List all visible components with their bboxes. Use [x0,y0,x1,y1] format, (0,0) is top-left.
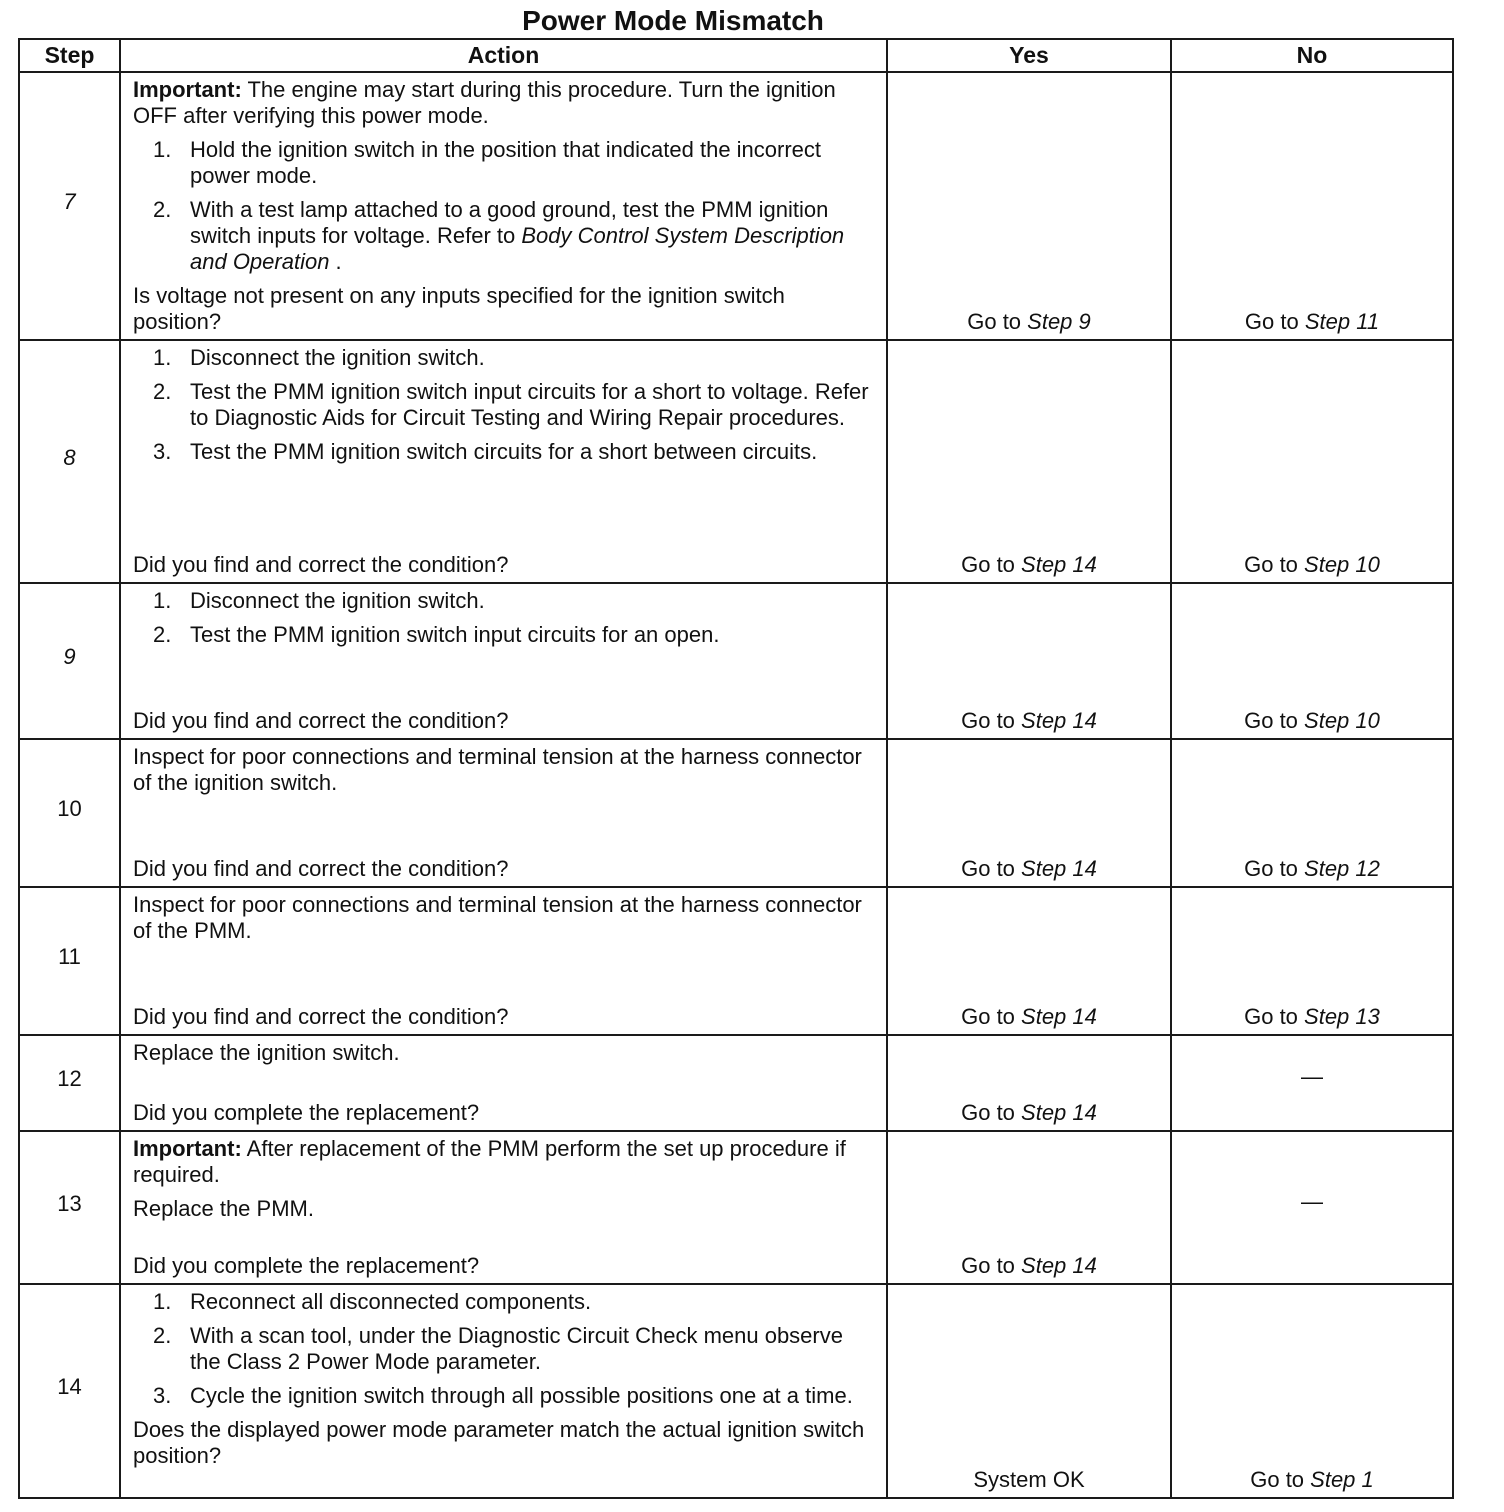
important-note: Important: The engine may start during this procedure. Turn the ignition OFF after verifying this power mode. [133,77,836,128]
action-cell [120,887,887,1035]
yes-cell: Go to Step 14 [887,1131,1171,1284]
yes-cell: Go to Step 14 [887,887,1171,1035]
yes-cell: Go to Step 14 [887,1035,1171,1131]
question: Does the displayed power mode parameter match the actual ignition switch position? [133,1417,865,1468]
no-cell: Go to Step 11 [1171,72,1453,340]
no-cell: Go to Step 10 [1171,340,1453,583]
list-item: 2. With a test lamp attached to a good ground, test the PMM ignition switch inputs for voltage. Refer to Body Control System Description and Operation . [153,197,845,274]
table-row [19,887,1453,1035]
step-number: 7 [19,72,120,340]
question: Did you find and correct the condition? [133,1004,509,1029]
action-text: Inspect for poor connections and terminal tension at the harness connector of the PMM. [133,892,862,943]
question: Did you find and correct the condition? [133,856,509,881]
header-row [19,39,1453,72]
action-cell [120,1284,887,1498]
yes-cell: System OK [887,1284,1171,1498]
diagnostic-table [18,38,1454,1499]
action-cell [120,583,887,739]
list-item: 1. Disconnect the ignition switch. [153,345,485,370]
yes-cell: Go to Step 9 [887,72,1171,340]
no-cell: — [1171,1035,1453,1131]
header-yes: Yes [887,39,1171,72]
question: Did you find and correct the condition? [133,708,509,733]
action-text: Replace the PMM. [133,1196,314,1221]
no-cell: Go to Step 12 [1171,739,1453,887]
procedure-list [133,137,878,275]
table-row [19,583,1453,739]
list-item: 2. Test the PMM ignition switch input circuits for a short to voltage. Refer to Diagnostic Aids for Circuit Testing and Wiring Repair procedures. [153,379,869,430]
table-row [19,340,1453,583]
no-cell: Go to Step 13 [1171,887,1453,1035]
yes-cell: Go to Step 14 [887,583,1171,739]
table-row [19,72,1453,340]
step-number: 10 [19,739,120,887]
action-cell [120,340,887,583]
step-number: 14 [19,1284,120,1498]
action-text: Inspect for poor connections and terminal tension at the harness connector of the ignition switch. [133,744,862,795]
table-row [19,1035,1453,1131]
no-cell: Go to Step 1 [1171,1284,1453,1498]
list-item: 1. Reconnect all disconnected components. [153,1289,592,1314]
step-number: 9 [19,583,120,739]
table-row [19,1131,1453,1284]
no-cell: Go to Step 10 [1171,583,1453,739]
list-item: 1. Hold the ignition switch in the position that indicated the incorrect power mode. [153,137,822,188]
action-cell [120,1035,887,1131]
list-item: 3. Cycle the ignition switch through all possible positions one at a time. [153,1383,853,1408]
procedure-list [133,1289,878,1409]
no-cell: — [1171,1131,1453,1284]
list-item: 2. Test the PMM ignition switch input circuits for an open. [153,622,720,647]
yes-cell: Go to Step 14 [887,739,1171,887]
question: Did you complete the replacement? [133,1253,480,1278]
step-number: 11 [19,887,120,1035]
step-number: 8 [19,340,120,583]
step-number: 13 [19,1131,120,1284]
action-cell [120,72,887,340]
yes-cell: Go to Step 14 [887,340,1171,583]
important-note: Important: After replacement of the PMM perform the set up procedure if required. [133,1136,846,1187]
header-action: Action [120,39,887,72]
table-row [19,1284,1453,1498]
step-number: 12 [19,1035,120,1131]
header-step: Step [19,39,120,72]
list-item: 3. Test the PMM ignition switch circuits for a short between circuits. [153,439,818,464]
list-item: 1. Disconnect the ignition switch. [153,588,485,613]
action-text: Replace the ignition switch. [133,1040,400,1065]
question: Did you find and correct the condition? [133,552,509,577]
table-row [19,739,1453,887]
header-no: No [1171,39,1453,72]
page-title: Power Mode Mismatch [522,5,824,36]
list-item: 2. With a scan tool, under the Diagnostic Circuit Check menu observe the Class 2 Power Mode parameter. [153,1323,843,1374]
action-cell [120,739,887,887]
action-cell [120,1131,887,1284]
procedure-list [133,345,878,465]
question: Is voltage not present on any inputs specified for the ignition switch position? [133,283,785,334]
reference-link: Body Control System Description and Operation [190,223,845,274]
procedure-list [133,588,878,648]
question: Did you complete the replacement? [133,1100,480,1125]
